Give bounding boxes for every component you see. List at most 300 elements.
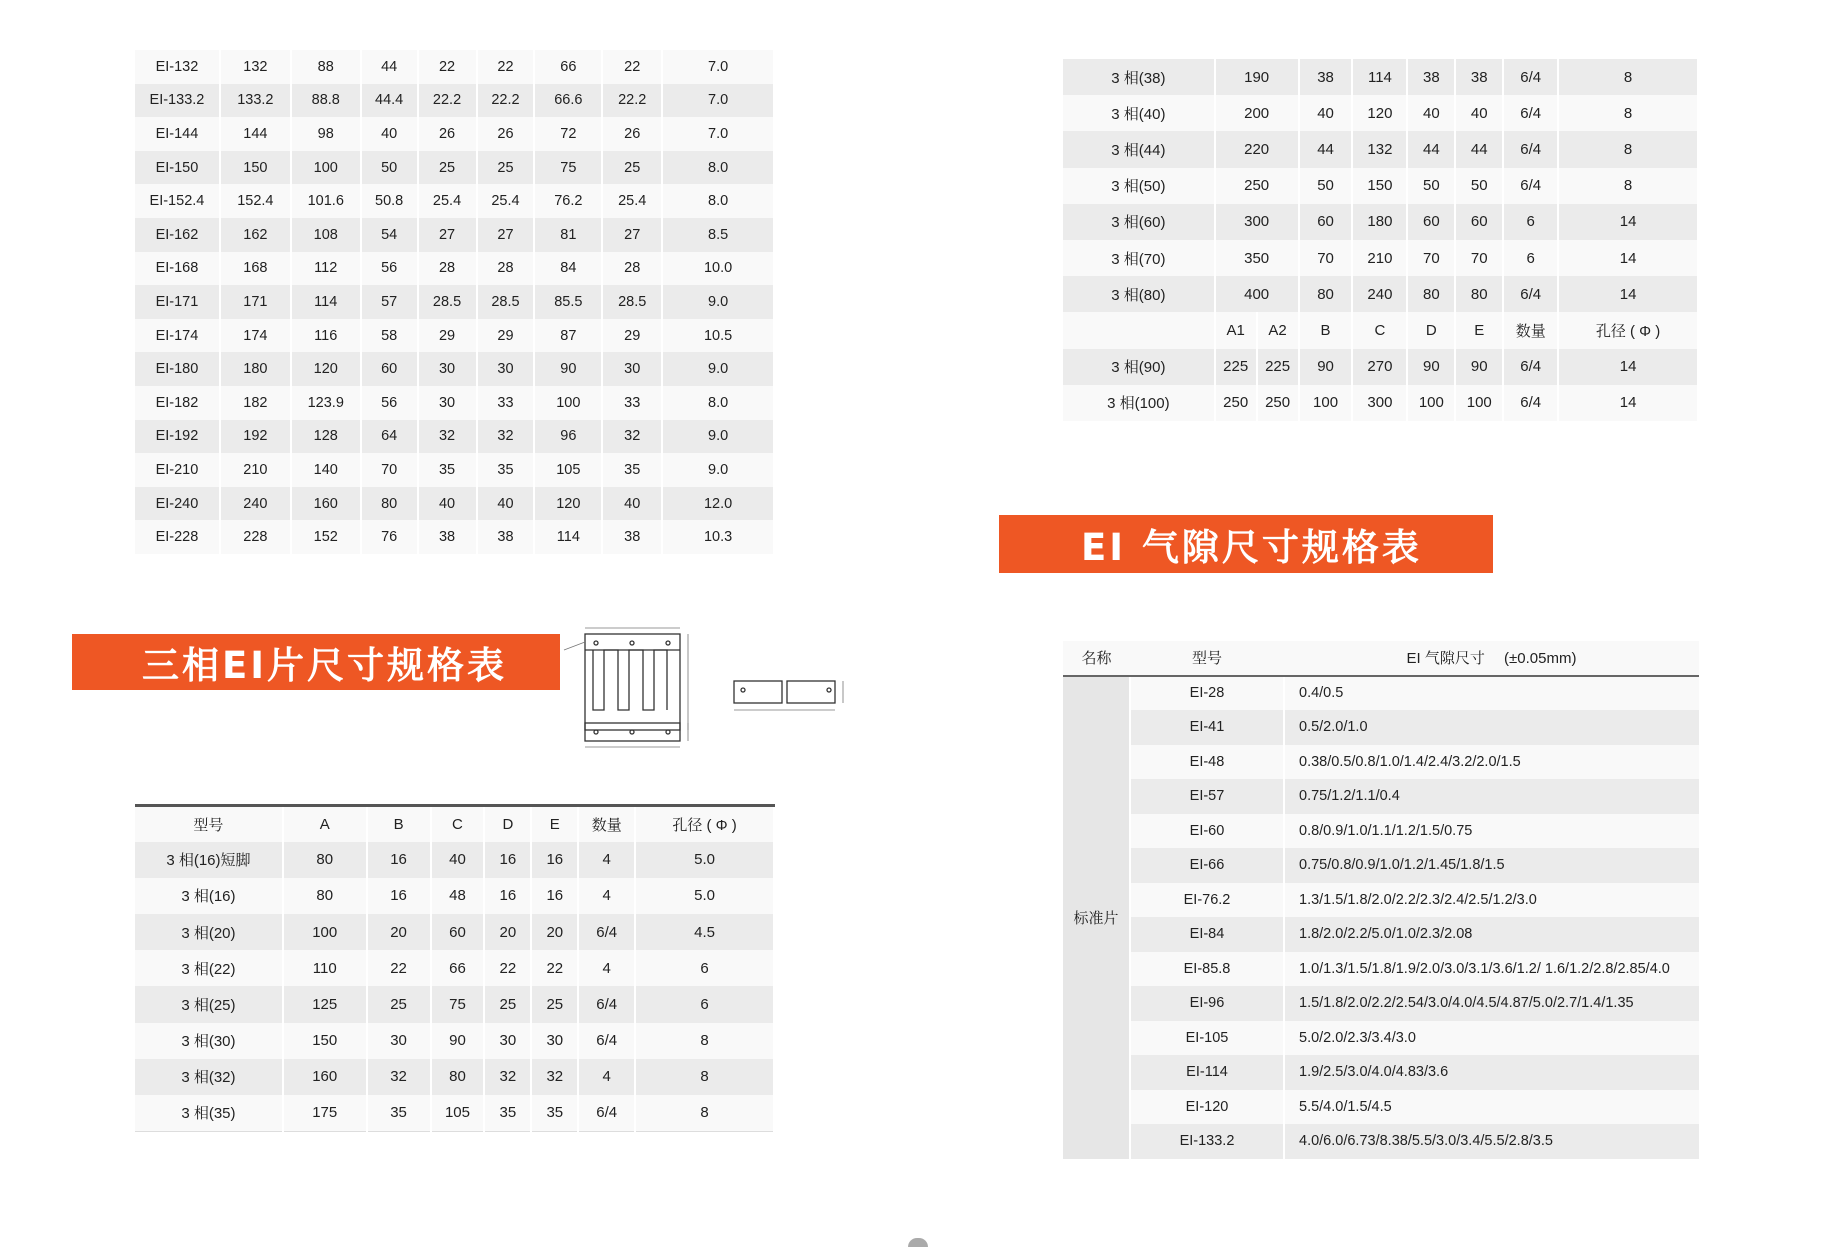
model-cell: EI-144 xyxy=(135,117,220,151)
model-cell: EI-28 xyxy=(1130,676,1284,711)
value-cell: 4 xyxy=(578,878,635,914)
value-cell: 57 xyxy=(361,285,418,319)
value-cell: 28.5 xyxy=(477,285,535,319)
model-cell: EI-133.2 xyxy=(135,84,220,118)
value-cell: 6/4 xyxy=(1503,95,1558,131)
value-cell: 32 xyxy=(477,420,535,454)
value-cell: 80 xyxy=(283,878,367,914)
value-cell: 6/4 xyxy=(1503,349,1558,385)
value-cell: 29 xyxy=(602,319,662,353)
model-cell: EI-76.2 xyxy=(1130,883,1284,918)
column-header: 型号 xyxy=(1130,641,1284,676)
value-cell: 114 xyxy=(1352,59,1407,95)
gap-cell: 0.5/2.0/1.0 xyxy=(1299,719,1368,736)
model-cell: EI-228 xyxy=(135,520,220,554)
value-cell: 200 xyxy=(1215,95,1299,131)
model-cell: 3 相(50) xyxy=(1063,168,1215,204)
model-cell: EI-114 xyxy=(1130,1055,1284,1090)
value-cell: 16 xyxy=(484,842,531,878)
model-cell: EI-168 xyxy=(135,252,220,286)
value-cell: 75 xyxy=(534,151,602,185)
value-cell: 120 xyxy=(534,487,602,521)
value-cell: 105 xyxy=(431,1095,485,1131)
three-phase-table-continued xyxy=(1063,59,1699,421)
table-row xyxy=(1063,779,1699,814)
value-cell: 250 xyxy=(1215,168,1299,204)
table-row xyxy=(135,842,774,878)
value-cell: 66.6 xyxy=(534,84,602,118)
value-cell: 38 xyxy=(477,520,535,554)
table-row xyxy=(1063,1124,1699,1159)
value-cell: 22 xyxy=(418,50,477,84)
value-cell: 22.2 xyxy=(477,84,535,118)
column-header: B xyxy=(367,806,431,842)
gap-cell: 1.0/1.3/1.5/1.8/1.9/2.0/3.0/3.1/3.6/1.2/ 1.6/1.2/2.8/2.85/4.0 xyxy=(1299,960,1670,977)
value-cell: 180 xyxy=(220,352,291,386)
value-cell: 14 xyxy=(1558,385,1698,421)
value-cell: 32 xyxy=(367,1059,431,1095)
table-row xyxy=(135,1023,774,1059)
value-cell: 66 xyxy=(534,50,602,84)
value-cell: 16 xyxy=(367,878,431,914)
table-row xyxy=(135,319,774,353)
value-cell: 9.0 xyxy=(662,352,774,386)
value-cell: 40 xyxy=(418,487,477,521)
value-cell: 30 xyxy=(602,352,662,386)
column-header xyxy=(1063,312,1215,348)
value-cell: 8.5 xyxy=(662,218,774,252)
category-cell: 标准片 xyxy=(1063,676,1130,1159)
value-cell: 100 xyxy=(291,151,361,185)
value-cell: 25.4 xyxy=(418,184,477,218)
table-row xyxy=(135,352,774,386)
value-cell: 240 xyxy=(220,487,291,521)
value-cell: 6/4 xyxy=(1503,385,1558,421)
column-header: A2 xyxy=(1257,312,1299,348)
table-row xyxy=(1063,917,1699,952)
model-cell: 3 相(44) xyxy=(1063,131,1215,167)
value-cell: 76.2 xyxy=(534,184,602,218)
value-cell: 12.0 xyxy=(662,487,774,521)
table-row xyxy=(135,914,774,950)
value-cell: 40 xyxy=(1299,95,1353,131)
air-gap-banner: EI 气隙尺寸规格表 xyxy=(999,515,1493,573)
model-cell: EI-133.2 xyxy=(1130,1124,1284,1159)
value-cell: 25.4 xyxy=(602,184,662,218)
value-cell: 56 xyxy=(361,386,418,420)
value-cell: 50 xyxy=(1299,168,1353,204)
value-cell: 110 xyxy=(283,950,367,986)
table-row xyxy=(135,218,774,252)
model-cell: EI-48 xyxy=(1130,745,1284,780)
value-cell: 8 xyxy=(1558,95,1698,131)
model-cell: 3 相(22) xyxy=(135,950,283,986)
value-cell: 6/4 xyxy=(1503,276,1558,312)
value-cell: 56 xyxy=(361,252,418,286)
model-cell: 3 相(38) xyxy=(1063,59,1215,95)
value-cell: 80 xyxy=(431,1059,485,1095)
value-cell: 190 xyxy=(1215,59,1299,95)
value-cell: 29 xyxy=(477,319,535,353)
gap-cell: 0.8/0.9/1.0/1.1/1.2/1.5/0.75 xyxy=(1299,822,1473,839)
gap-cell: 5.5/4.0/1.5/4.5 xyxy=(1299,1098,1392,1115)
value-cell: 60 xyxy=(361,352,418,386)
column-header: A1 xyxy=(1215,312,1257,348)
value-cell: 160 xyxy=(283,1059,367,1095)
value-cell: 30 xyxy=(367,1023,431,1059)
value-cell: 60 xyxy=(1407,204,1455,240)
column-header: 孔径 ( Φ ) xyxy=(635,806,774,842)
value-cell: 132 xyxy=(1352,131,1407,167)
table-subheader xyxy=(1063,312,1698,348)
table-row xyxy=(135,878,774,914)
value-cell: 32 xyxy=(531,1059,578,1095)
model-cell: EI-120 xyxy=(1130,1090,1284,1125)
value-cell: 174 xyxy=(220,319,291,353)
model-cell: 3 相(16)短脚 xyxy=(135,842,283,878)
value-cell: 26 xyxy=(602,117,662,151)
value-cell: 9.0 xyxy=(662,420,774,454)
value-cell: 160 xyxy=(291,487,361,521)
table-row xyxy=(1063,240,1698,276)
value-cell: 120 xyxy=(1352,95,1407,131)
value-cell: 250 xyxy=(1257,385,1299,421)
value-cell: 28 xyxy=(602,252,662,286)
value-cell: 9.0 xyxy=(662,453,774,487)
value-cell: 6/4 xyxy=(578,986,635,1022)
value-cell: 150 xyxy=(220,151,291,185)
value-cell: 6/4 xyxy=(578,1095,635,1131)
value-cell: 90 xyxy=(534,352,602,386)
value-cell: 210 xyxy=(220,453,291,487)
gap-cell: 0.75/1.2/1.1/0.4 xyxy=(1299,788,1400,805)
value-cell: 152.4 xyxy=(220,184,291,218)
table-row xyxy=(1063,848,1699,883)
table-row xyxy=(1063,814,1699,849)
value-cell: 32 xyxy=(484,1059,531,1095)
gap-cell: 5.0/2.0/2.3/3.4/3.0 xyxy=(1299,1029,1416,1046)
model-cell: EI-85.8 xyxy=(1130,952,1284,987)
ei-size-table xyxy=(135,50,775,554)
model-cell: 3 相(30) xyxy=(135,1023,283,1059)
value-cell: 32 xyxy=(602,420,662,454)
value-cell: 38 xyxy=(418,520,477,554)
value-cell: 90 xyxy=(431,1023,485,1059)
value-cell: 6/4 xyxy=(1503,168,1558,204)
value-cell: 4.5 xyxy=(635,914,774,950)
value-cell: 26 xyxy=(418,117,477,151)
value-cell: 150 xyxy=(283,1023,367,1059)
value-cell: 114 xyxy=(534,520,602,554)
gap-cell: 0.4/0.5 xyxy=(1299,685,1344,702)
table-row xyxy=(1063,349,1698,385)
table-row xyxy=(135,487,774,521)
page-number-tab xyxy=(908,1238,928,1247)
value-cell: 90 xyxy=(1299,349,1353,385)
model-cell: EI-41 xyxy=(1130,710,1284,745)
value-cell: 101.6 xyxy=(291,184,361,218)
ei-air-gap-table xyxy=(1063,641,1699,1159)
value-cell: 100 xyxy=(1455,385,1503,421)
value-cell: 64 xyxy=(361,420,418,454)
value-cell: 70 xyxy=(1299,240,1353,276)
value-cell: 132 xyxy=(220,50,291,84)
value-cell: 10.5 xyxy=(662,319,774,353)
table-row xyxy=(135,50,774,84)
value-cell: 8 xyxy=(1558,59,1698,95)
table-row xyxy=(135,950,774,986)
value-cell: 22 xyxy=(477,50,535,84)
model-cell: EI-182 xyxy=(135,386,220,420)
value-cell: 22 xyxy=(531,950,578,986)
value-cell: 38 xyxy=(1299,59,1353,95)
value-cell: 10.0 xyxy=(662,252,774,286)
value-cell: 108 xyxy=(291,218,361,252)
model-cell: 3 相(25) xyxy=(135,986,283,1022)
table-row xyxy=(1063,986,1699,1021)
value-cell: 162 xyxy=(220,218,291,252)
column-header: B xyxy=(1299,312,1353,348)
value-cell: 80 xyxy=(1299,276,1353,312)
value-cell: 27 xyxy=(418,218,477,252)
model-cell: EI-162 xyxy=(135,218,220,252)
value-cell: 116 xyxy=(291,319,361,353)
table-row xyxy=(1063,59,1698,95)
table-row xyxy=(1063,676,1699,711)
value-cell: 87 xyxy=(534,319,602,353)
value-cell: 50.8 xyxy=(361,184,418,218)
value-cell: 32 xyxy=(418,420,477,454)
value-cell: 50 xyxy=(1407,168,1455,204)
model-cell: EI-66 xyxy=(1130,848,1284,883)
value-cell: 16 xyxy=(367,842,431,878)
three-phase-ei-lamination-drawing-icon xyxy=(560,620,880,760)
value-cell: 29 xyxy=(418,319,477,353)
value-cell: 40 xyxy=(431,842,485,878)
value-cell: 4 xyxy=(578,842,635,878)
value-cell: 123.9 xyxy=(291,386,361,420)
value-cell: 105 xyxy=(534,453,602,487)
value-cell: 44 xyxy=(361,50,418,84)
value-cell: 28.5 xyxy=(418,285,477,319)
column-header: 孔径 ( Φ ) xyxy=(1558,312,1698,348)
model-cell: EI-57 xyxy=(1130,779,1284,814)
value-cell: 88 xyxy=(291,50,361,84)
model-cell: 3 相(70) xyxy=(1063,240,1215,276)
value-cell: 76 xyxy=(361,520,418,554)
value-cell: 14 xyxy=(1558,204,1698,240)
value-cell: 40 xyxy=(477,487,535,521)
value-cell: 7.0 xyxy=(662,84,774,118)
value-cell: 27 xyxy=(477,218,535,252)
value-cell: 30 xyxy=(477,352,535,386)
table-row xyxy=(1063,95,1698,131)
table-row xyxy=(135,117,774,151)
value-cell: 144 xyxy=(220,117,291,151)
table-row xyxy=(135,151,774,185)
value-cell: 133.2 xyxy=(220,84,291,118)
value-cell: 80 xyxy=(1407,276,1455,312)
table-row xyxy=(135,184,774,218)
value-cell: 44.4 xyxy=(361,84,418,118)
column-header: E xyxy=(1455,312,1503,348)
model-cell: EI-180 xyxy=(135,352,220,386)
table-row xyxy=(1063,710,1699,745)
value-cell: 8.0 xyxy=(662,386,774,420)
value-cell: 33 xyxy=(602,386,662,420)
value-cell: 38 xyxy=(602,520,662,554)
value-cell: 152 xyxy=(291,520,361,554)
table-row xyxy=(1063,745,1699,780)
value-cell: 80 xyxy=(1455,276,1503,312)
value-cell: 40 xyxy=(1407,95,1455,131)
value-cell: 80 xyxy=(361,487,418,521)
value-cell: 8 xyxy=(1558,168,1698,204)
value-cell: 81 xyxy=(534,218,602,252)
model-cell: EI-192 xyxy=(135,420,220,454)
value-cell: 6/4 xyxy=(1503,59,1558,95)
value-cell: 120 xyxy=(291,352,361,386)
value-cell: 44 xyxy=(1299,131,1353,167)
value-cell: 20 xyxy=(531,914,578,950)
value-cell: 270 xyxy=(1352,349,1407,385)
value-cell: 14 xyxy=(1558,276,1698,312)
value-cell: 70 xyxy=(361,453,418,487)
table-row xyxy=(135,252,774,286)
table-row xyxy=(135,453,774,487)
value-cell: 7.0 xyxy=(662,50,774,84)
value-cell: 33 xyxy=(477,386,535,420)
value-cell: 28 xyxy=(477,252,535,286)
model-cell: EI-174 xyxy=(135,319,220,353)
table-row xyxy=(1063,168,1698,204)
table-row xyxy=(1063,385,1698,421)
value-cell: 250 xyxy=(1215,385,1257,421)
model-cell: EI-60 xyxy=(1130,814,1284,849)
table-row xyxy=(135,420,774,454)
value-cell: 8 xyxy=(635,1095,774,1131)
value-cell: 20 xyxy=(367,914,431,950)
value-cell: 96 xyxy=(534,420,602,454)
value-cell: 30 xyxy=(418,352,477,386)
value-cell: 35 xyxy=(418,453,477,487)
value-cell: 300 xyxy=(1215,204,1299,240)
model-cell: 3 相(16) xyxy=(135,878,283,914)
value-cell: 35 xyxy=(531,1095,578,1131)
value-cell: 26 xyxy=(477,117,535,151)
value-cell: 25 xyxy=(477,151,535,185)
value-cell: 50 xyxy=(1455,168,1503,204)
table-row xyxy=(135,1095,774,1131)
value-cell: 192 xyxy=(220,420,291,454)
value-cell: 9.0 xyxy=(662,285,774,319)
model-cell: 3 相(90) xyxy=(1063,349,1215,385)
value-cell: 140 xyxy=(291,453,361,487)
value-cell: 225 xyxy=(1215,349,1257,385)
gap-cell: 0.38/0.5/0.8/1.0/1.4/2.4/3.2/2.0/1.5 xyxy=(1299,753,1521,770)
model-cell: EI-171 xyxy=(135,285,220,319)
value-cell: 16 xyxy=(484,878,531,914)
value-cell: 25 xyxy=(418,151,477,185)
model-cell: EI-132 xyxy=(135,50,220,84)
value-cell: 6 xyxy=(1503,204,1558,240)
value-cell: 6/4 xyxy=(578,1023,635,1059)
value-cell: 128 xyxy=(291,420,361,454)
value-cell: 10.3 xyxy=(662,520,774,554)
column-header: 名称 xyxy=(1063,641,1130,676)
value-cell: 75 xyxy=(431,986,485,1022)
value-cell: 210 xyxy=(1352,240,1407,276)
value-cell: 44 xyxy=(1407,131,1455,167)
gap-cell: 1.3/1.5/1.8/2.0/2.2/2.3/2.4/2.5/1.2/3.0 xyxy=(1299,891,1537,908)
value-cell: 100 xyxy=(534,386,602,420)
value-cell: 25.4 xyxy=(477,184,535,218)
value-cell: 66 xyxy=(431,950,485,986)
value-cell: 80 xyxy=(283,842,367,878)
three-phase-ei-table xyxy=(135,804,775,1132)
value-cell: 35 xyxy=(477,453,535,487)
value-cell: 225 xyxy=(1257,349,1299,385)
value-cell: 48 xyxy=(431,878,485,914)
value-cell: 400 xyxy=(1215,276,1299,312)
gap-cell: 1.5/1.8/2.0/2.2/2.54/3.0/4.0/4.5/4.87/5.0/2.7/1.4/1.35 xyxy=(1299,995,1634,1012)
value-cell: 25 xyxy=(602,151,662,185)
value-cell: 20 xyxy=(484,914,531,950)
value-cell: 44 xyxy=(1455,131,1503,167)
model-cell: 3 相(40) xyxy=(1063,95,1215,131)
value-cell: 114 xyxy=(291,285,361,319)
column-header: A xyxy=(283,806,367,842)
value-cell: 8.0 xyxy=(662,151,774,185)
value-cell: 112 xyxy=(291,252,361,286)
table-row xyxy=(1063,1021,1699,1056)
value-cell: 6 xyxy=(635,950,774,986)
value-cell: 25 xyxy=(531,986,578,1022)
value-cell: 38 xyxy=(1455,59,1503,95)
column-header: 数量 xyxy=(1503,312,1558,348)
value-cell: 4 xyxy=(578,950,635,986)
model-cell: EI-210 xyxy=(135,453,220,487)
gap-cell: 1.8/2.0/2.2/5.0/1.0/2.3/2.08 xyxy=(1299,926,1473,943)
table-row xyxy=(135,285,774,319)
gap-cell: 4.0/6.0/6.73/8.38/5.5/3.0/3.4/5.5/2.8/3.5 xyxy=(1299,1133,1553,1150)
value-cell: 30 xyxy=(531,1023,578,1059)
table-row xyxy=(135,386,774,420)
table-row xyxy=(1063,204,1698,240)
value-cell: 22 xyxy=(602,50,662,84)
value-cell: 8 xyxy=(635,1023,774,1059)
column-header: 型号 xyxy=(135,806,283,842)
value-cell: 54 xyxy=(361,218,418,252)
value-cell: 28 xyxy=(418,252,477,286)
model-cell: EI-105 xyxy=(1130,1021,1284,1056)
value-cell: 38 xyxy=(1407,59,1455,95)
value-cell: 22 xyxy=(484,950,531,986)
value-cell: 22.2 xyxy=(418,84,477,118)
value-cell: 40 xyxy=(361,117,418,151)
value-cell: 40 xyxy=(602,487,662,521)
value-cell: 8.0 xyxy=(662,184,774,218)
value-cell: 22 xyxy=(367,950,431,986)
value-cell: 88.8 xyxy=(291,84,361,118)
value-cell: 100 xyxy=(283,914,367,950)
model-cell: 3 相(80) xyxy=(1063,276,1215,312)
value-cell: 70 xyxy=(1455,240,1503,276)
column-header: C xyxy=(1352,312,1407,348)
value-cell: 60 xyxy=(431,914,485,950)
table-row xyxy=(135,1059,774,1095)
value-cell: 22.2 xyxy=(602,84,662,118)
